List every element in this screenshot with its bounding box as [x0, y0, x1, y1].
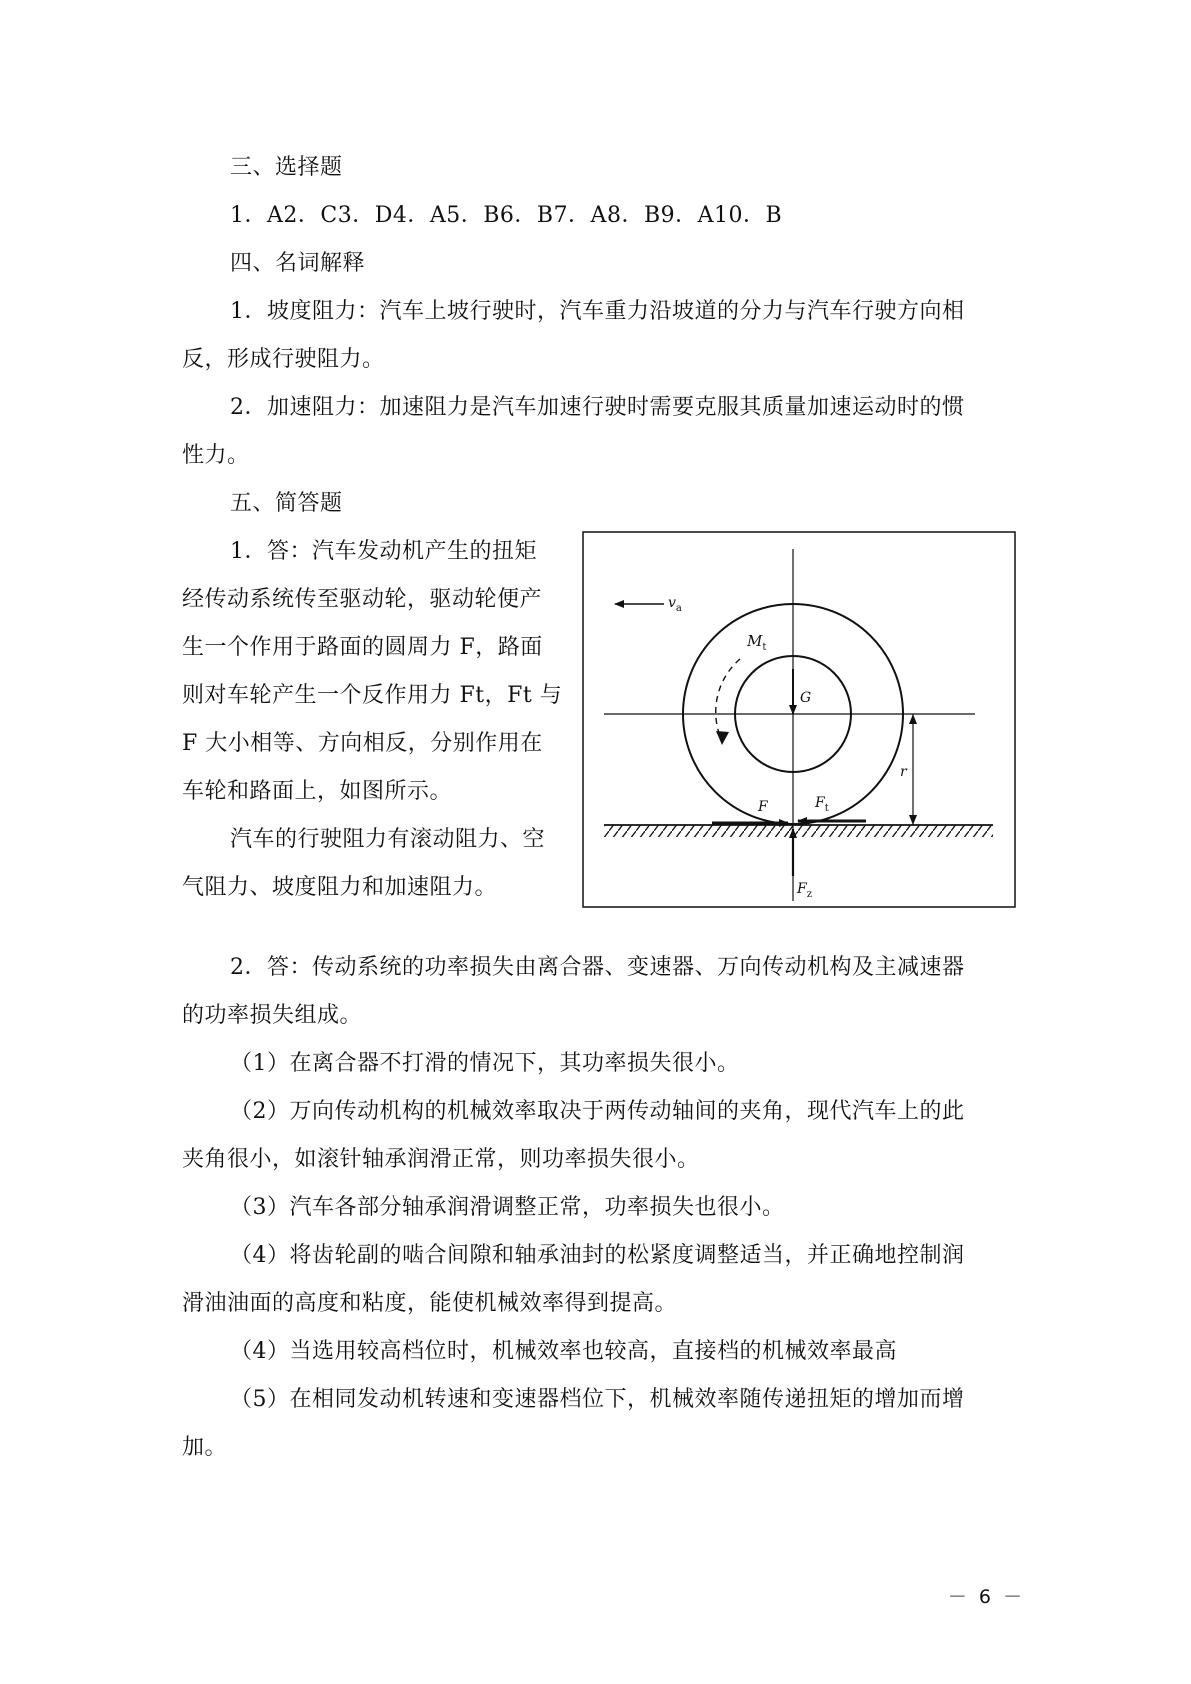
answer2-line: （2）万向传动机构的机械效率取决于两传动轴间的夹角，现代汽车上的此: [230, 1099, 965, 1124]
answer2-line: 的功率损失组成。: [182, 1003, 363, 1028]
section5-heading: 五、简答题: [230, 491, 343, 516]
term1-line1: 1．坡度阻力：汽车上坡行驶时，汽车重力沿坡道的分力与汽车行驶方向相: [230, 299, 965, 324]
term2-line1: 2．加速阻力：加速阻力是汽车加速行驶时需要克服其质量加速运动时的惯: [230, 395, 965, 420]
answer1-p2-line: 气阻力、坡度阻力和加速阻力。: [182, 875, 498, 900]
answer2-line: 2．答：传动系统的功率损失由离合器、变速器、万向传动机构及主减速器: [230, 955, 965, 980]
answer2-line: 夹角很小，如滚针轴承润滑正常，则功率损失很小。: [182, 1147, 700, 1172]
answer1-line: 经传动系统传至驱动轮，驱动轮便产: [182, 587, 543, 612]
term1-line2: 反，形成行驶阻力。: [182, 347, 385, 372]
page-number: － 6 －: [947, 1586, 1025, 1608]
answer1-line: 则对车轮产生一个反作用力 Ft，Ft 与: [182, 683, 563, 708]
ground-hatch: [604, 825, 993, 837]
answer2-line: （3）汽车各部分轴承润滑调整正常，功率损失也很小。: [230, 1195, 785, 1220]
answer2-line: （4）当选用较高档位时，机械效率也较高，直接档的机械效率最高: [230, 1339, 897, 1364]
answer1-line: F 大小相等、方向相反，分别作用在: [182, 731, 543, 756]
label-Fz: $F_z$: [797, 881, 812, 900]
answer2-line: （1）在离合器不打滑的情况下，其功率损失很小。: [230, 1051, 740, 1076]
label-F: F: [758, 799, 768, 815]
label-G: G: [800, 690, 812, 706]
answer2-line: 加。: [182, 1435, 228, 1460]
label-va: $v_a$: [668, 595, 682, 614]
label-Mt: $M_t$: [747, 632, 767, 653]
section3-answers: 1．A2．C3．D4．A5．B6．B7．A8．B9．A10．B: [230, 203, 783, 228]
answer1-line: 车轮和路面上，如图所示。: [182, 779, 453, 804]
term2-line2: 性力。: [182, 443, 250, 468]
label-Ft: $F_t$: [815, 795, 829, 814]
answer2-line: （5）在相同发动机转速和变速器档位下，机械效率随传递扭矩的增加而增: [230, 1387, 965, 1412]
answer2-line: （4）将齿轮副的啮合间隙和轴承油封的松紧度调整适当，并正确地控制润: [230, 1243, 965, 1268]
label-r: r: [900, 764, 907, 780]
section4-heading: 四、名词解释: [230, 251, 366, 276]
answer2-line: 滑油油面的高度和粘度，能使机械效率得到提高。: [182, 1291, 678, 1316]
answer1-line: 1．答：汽车发动机产生的扭矩: [230, 539, 537, 564]
section3-heading: 三、选择题: [230, 155, 343, 180]
wheel-force-diagram: [582, 531, 1016, 908]
answer1-line: 生一个作用于路面的圆周力 F，路面: [182, 635, 543, 660]
answer1-p2-line: 汽车的行驶阻力有滚动阻力、空: [230, 827, 546, 852]
figure-frame: [583, 532, 1015, 907]
